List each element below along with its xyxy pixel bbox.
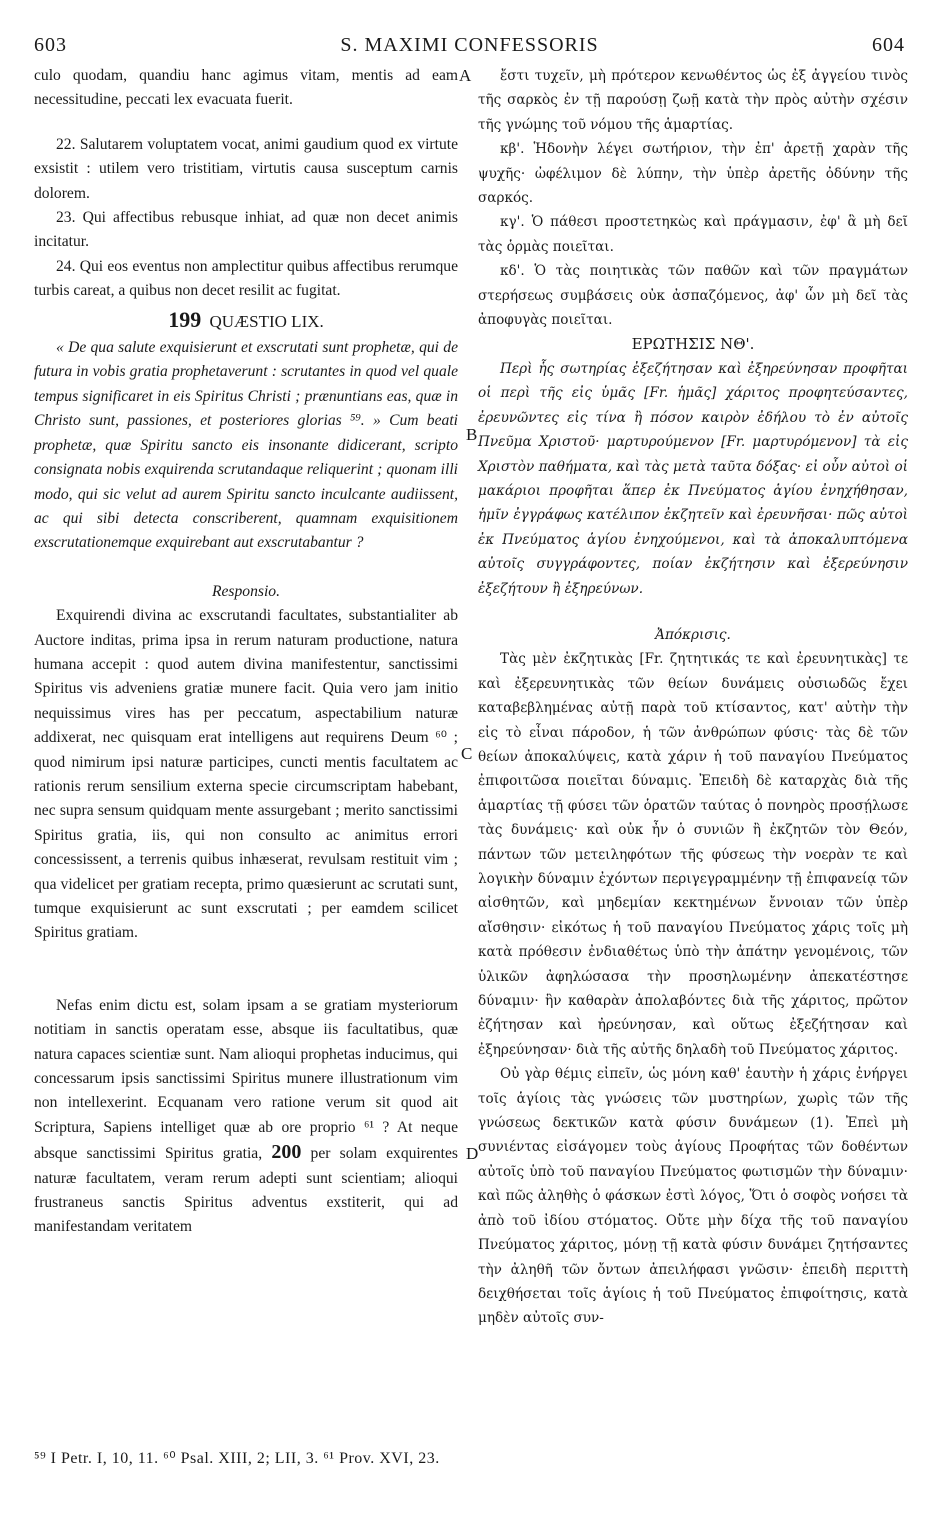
page-number-right: 604 bbox=[872, 34, 905, 56]
page-number-left: 603 bbox=[34, 34, 67, 56]
greek-column bbox=[478, 64, 908, 1331]
latin-paragraph: Exquirendi divina ac exscrutandi facultates, substantialiter ab Auctore inditas, prima ipsa in rerum naturam productione, natura humana accepit : quod autem divina manifestentur, sanctissimi Spiritus vis adveniens gratiæ munere facit. Quia vero jam initio nequissimus vires has per peccatum, aspectabilium naturæ addixerat, nec quisquam erat intelligens aut requirens Deum ⁶⁰ ; quod nimirum ipsi naturæ participes, cuncti mentis facultatem ac rationis rerum sensilium externa specie circumscriptam habebant, nec supra sensum quidquam mente assurgebant ; merito sanctissimi Spiritus gratia, iis, qui non consulto ac animitus errori concessissent, a terrenis quibus inhæserat, revulsam restituit vim ; qua videlicet per gratiam recepta, primo quæsierunt ac scrutati sunt, tumque exquisierunt ac sunt exscrutati ; per eamdem scilicet Spiritus gratiam. bbox=[34, 607, 458, 942]
latin-question-title: QUÆSTIO LIX. bbox=[209, 311, 324, 331]
greek-paragraph: Τὰς μὲν ἐκζητικὰς [Fr. ζητητικάς τε καὶ ἐρευνητικὰς] τε καὶ ἐξερευνητικὰς τῶν θείων δυνάμεις οὐσιωδῶς ἔχει καταβεβλημένας αὐτῇ παρὰ τοῦ κτίσαντος, κατ' αὐτὴν τὴν εἰς τὸ εἶναι πάροδον, ἡ τῶν ἀνθρώπων φύσις· τὰς δὲ τῶν θείων ἀποκαλύψεις, κατὰ χάριν ἡ τοῦ παναγίου Πνεύματος ἐπιφοιτῶσα ποιεῖται δύναμις. Ἐπειδὴ δὲ καταρχὰς διὰ τῆς ἁμαρτίας τῇ φύσει τῶν ὁρατῶν ταύτας ὁ πονηρὸς προσῄλωσε τὰς δυνάμεις· καὶ οὐκ ἦν ὁ συνιῶν ἢ ἐκζητῶν τὸν Θεόν, πάντων τῶν μετειληφότων τῆς φύσεως τὴν νοερὰν τε καὶ λογικὴν δύναμιν ἐχόντων περιγεγραμμένην τῇ ἐπιφανείᾳ τῶν αἰσθητῶν, καὶ μηδεμίαν κεκτημένων ἔννοιαν τῶν ὑπὲρ αἴσθησιν· εἰκότως ἡ τοῦ παναγίου Πνεύματος χάρις τοῖς μὴ κατὰ πρόθεσιν ἐνδιαθέτως ὑπὸ τὴν ἀπάτην γενομένοις, τῶν ὑλικῶν ἀφηλώσασα τὴν προσηλωμένην ἀπεκατέστησε δύναμιν· ἣν καθαρὰν ἀπολαβόντες διὰ τῆς χάριτος, πρῶτον ἐζήτησαν καὶ ἠρεύνησαν, καὶ οὕτως ἐξεζήτησαν καὶ ἐξηρεύνησαν· διὰ τῆς αὐτῆς δηλαδὴ τοῦ Πνεύματος χάριτος. bbox=[478, 651, 908, 1058]
margin-letter-d: D bbox=[466, 1144, 479, 1163]
greek-paragraph: ἔστι τυχεῖν, μὴ πρότερον κενωθέντος ὡς ἐξ ἀγγείου τινὸς τῆς σαρκὸς ἐν τῇ παρούσῃ ζωῇ κατὰ τὴν πρὸς αὐτὴν σχέσιν τῆς γνώμης τοῦ νόμου τῆς ἁμαρτίας. bbox=[478, 68, 908, 133]
greek-responsio-heading: Ἀπόκρισις. bbox=[655, 626, 731, 643]
latin-column bbox=[34, 64, 458, 1240]
greek-paragraph: κγ'. Ὁ πάθεσι προστετηκὼς καὶ πράγμασιν, ἐφ' ἃ μὴ δεῖ τὰς ὁρμὰς ποιεῖται. bbox=[478, 214, 908, 255]
latin-paragraph: culo quodam, quandiu hanc agimus vitam, mentis ad eam necessitudine, peccati lex evacuata fuerit. bbox=[34, 67, 458, 109]
latin-text: per solam exquirentes naturæ facultatem, veram rerum adepti sunt scientiam; alioqui frustraneus sanctis Spiritus adventus exstiterit, qui ad manifestandam veritatem bbox=[34, 1145, 458, 1236]
greek-paragraph: κδ'. Ὁ τὰς ποιητικὰς τῶν παθῶν καὶ τῶν πραγμάτων στερήσεως συμβάσεις οὐκ ἀσπαζόμενος, ἀφ' ὧν μὴ δεῖ τὰς ἀποφυγὰς ποιεῖται. bbox=[478, 263, 908, 329]
greek-question-text: Περὶ ἧς σωτηρίας ἐξεζήτησαν καὶ ἐξηρεύνησαν προφῆται οἱ περὶ τῆς εἰς ὑμᾶς [Fr. ἡμᾶς] χάριτος προφητεύσαντες, ἐρευνῶντες εἰς τίνα ἢ πόσον καιρὸν ἐδήλου τὸ ἐν αὐτοῖς Πνεῦμα Χριστοῦ· μαρτυρούμενον [Fr. μαρτυρόμενον] τὰ εἰς Χριστὸν παθήματα, καὶ τὰς μετὰ ταῦτα δόξας· εἰ οὖν αὐτοὶ οἱ μακάριοι προφῆται ἅπερ ἐκ Πνεύματος ἁγίου ἐνηχήθησαν, ἡμῖν ἐγγράφως κατέλιπον ἐκζητεῖν καὶ ἐρευνῆσαι· πῶς αὐτοὶ ἐκ Πνεύματος ἁγίου ἐνηχούμενοι, καὶ τὰ ἀποκαλυπτόμενα αὐτοῖς συγγράφοντες, ποίαν ἐκζήτησιν καὶ ἐξερεύνησιν ἐξεζήτουν ἢ ἐξηρεύνων. bbox=[478, 360, 908, 597]
latin-text: Nefas enim dictu est, solam ipsam a se gratiam mysteriorum notitiam in sanctis operatam esse, absque iis facultatibus, quæ natura capaces scientiæ sunt. Nam alioqui prophetas inducimus, qui concessarum ipsis sanctissimi Spiritus munere illustrationum vim non intellexerint. Ecquanam vero ratione verum sit quod ait Scriptura, Sapiens intelliget quæ ab ore proprio ⁶¹ ? At neque absque sanctissimi Spiritus gratia, bbox=[34, 996, 458, 1163]
column-number: 199 bbox=[168, 306, 202, 332]
margin-letter-c: C bbox=[461, 744, 473, 763]
column-number: 200 bbox=[271, 1141, 302, 1164]
latin-question-text: « De qua salute exquisierunt et exscrutati sunt prophetæ, qui de futura in vobis gratia prophetaverunt : scrutantes in quod vel quale tempus significaret in eis Spiritus Christi ; prænuntians eas, quæ in Christo sunt, passiones, et posteriores glorias ⁵⁹. » Cum beati prophetæ, quæ Spiritu sancto eis insonante didicerant, scripto consignata nobis exquirenda scrutandaque reliquerint ; quonam illi modo, qui sic velut ad aurem Spiritu sancto inculcante audiissent, ac qui sibi detecta conscriberent, quamnam exquisitionem exscrutationemque exquirebant aut exscrutabantur ? bbox=[34, 339, 458, 552]
latin-paragraph: 24. Qui eos eventus non amplectitur quibus affectibus rerumque turbis careat, a quibus non decet resilit ac fugitat. bbox=[34, 257, 458, 300]
running-title: S. MAXIMI CONFESSORIS bbox=[340, 34, 599, 56]
greek-paragraph: Οὐ γὰρ θέμις εἰπεῖν, ὡς μόνη καθ' ἑαυτὴν ἡ χάρις ἐνήργει τοῖς ἁγίοις τὰς γνώσεις τῶν μυστηρίων, χωρὶς τῶν τῆς γνώσεως δεκτικῶν κατὰ φύσιν δυνάμεων (1). Ἐπεὶ μὴ συνιέντας εἰσάγομεν τοὺς ἁγίους Προφήτας τῶν δοθέντων αὐτοῖς ὑπὸ τοῦ παναγίου Πνεύματος φωτισμῶν τὴν δύναμιν· καὶ πῶς ἀληθὴς ὁ φάσκων ἐστὶ λόγος, Ὅτι ὁ σοφὸς νοήσει τὰ ἀπὸ τοῦ ἰδίου στόματος. Οὔτε μὴν δίχα τῆς τοῦ παναγίου Πνεύματος χάριτος, μόνῃ τῇ κατὰ φύσιν δυνάμει ζητήσαντες τὴν ἀληθῆ τῶν ὄντων ἀπειλήφασι γνῶσιν· ἐπειδὴ περιττὴ δειχθήσεται τοῖς ἁγίοις ἡ τοῦ Πνεύματος ἐπιφοίτησις, κατὰ μηδὲν αὐτοῖς συν- bbox=[478, 1066, 908, 1327]
latin-paragraph bbox=[34, 994, 458, 1240]
footnotes: ⁵⁹ I Petr. I, 10, 11. ⁶⁰ Psal. XIII, 2; LII, 3. ⁶¹ Prov. XVI, 23. bbox=[34, 1450, 440, 1467]
margin-letter-a: A bbox=[459, 66, 472, 85]
latin-paragraph: 23. Qui affectibus rebusque inhiat, ad quæ non decet animis incitatur. bbox=[34, 209, 458, 251]
latin-responsio-heading: Responsio. bbox=[211, 582, 280, 600]
latin-paragraph: 22. Salutarem voluptatem vocat, animi gaudium quod ex virtute exsistit : utilem vero tristitiam, virtutis causa susceptum carnis dolorem. bbox=[34, 135, 458, 202]
greek-paragraph: κβ'. Ἡδονὴν λέγει σωτήριον, τὴν ἐπ' ἀρετῇ χαρὰν τῆς ψυχῆς· ὠφέλιμον δὲ λύπην, τὴν ὑπὲρ ἀρετῆς ὀδύνην τῆς σαρκός. bbox=[478, 141, 908, 207]
greek-question-title: ΕΡΩΤΗΣΙΣ ΝΘ'. bbox=[631, 335, 755, 354]
running-header bbox=[34, 34, 905, 60]
margin-letter-b: B bbox=[466, 425, 478, 444]
latin-question-heading bbox=[34, 308, 458, 334]
